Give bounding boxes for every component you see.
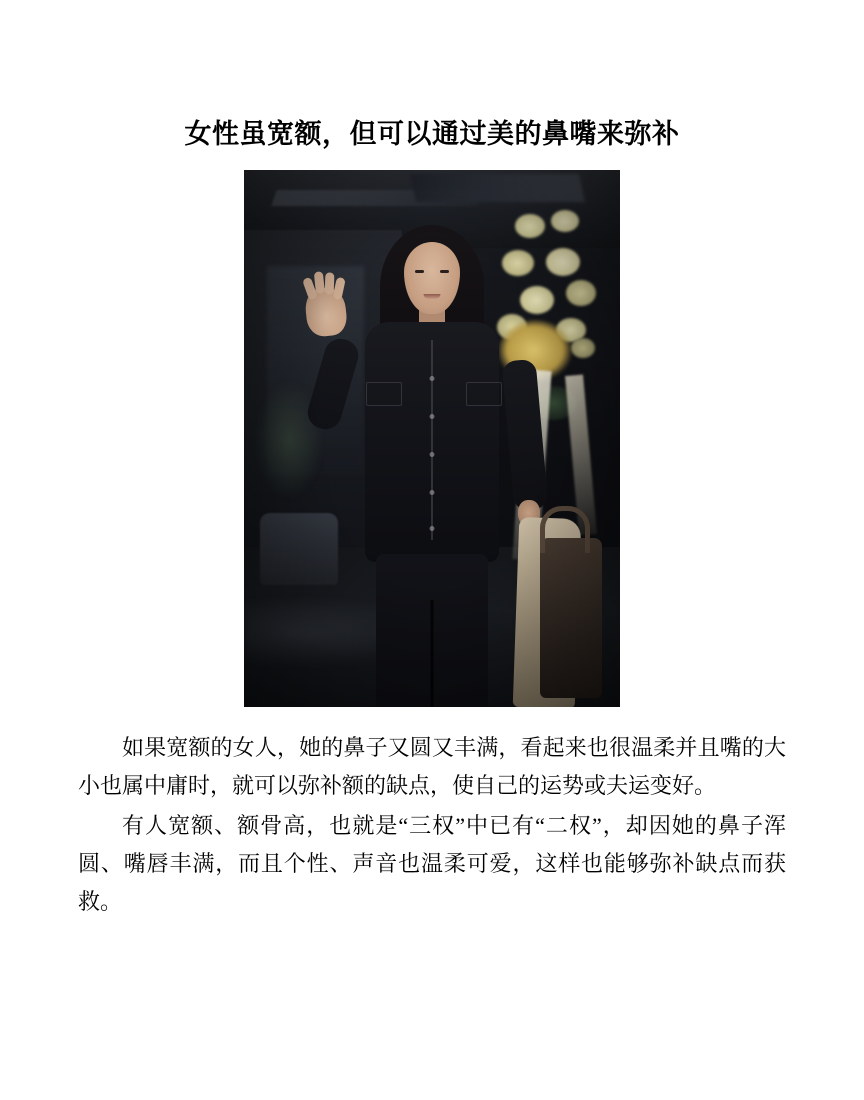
shirt-button — [430, 526, 435, 531]
flower-bloom — [571, 338, 595, 358]
flower-bloom — [502, 250, 534, 276]
paragraph-2: 有人宽额、额骨高，也就是“三权”中已有“二权”，却因她的鼻子浑圆、嘴唇丰满，而且个性、声音也温柔可爱，这样也能够弥补缺点而获救。 — [78, 813, 786, 914]
person-eye — [415, 270, 424, 273]
trouser-seam — [431, 600, 434, 707]
page-title: 女性虽宽额，但可以通过美的鼻嘴来弥补 — [184, 119, 680, 149]
shirt-button — [430, 452, 435, 457]
shirt-placket — [431, 340, 433, 540]
photo-chair — [260, 513, 338, 585]
article-photo — [244, 170, 620, 707]
person-eye — [440, 270, 449, 273]
handbag-handle — [540, 506, 590, 553]
person-mouth — [424, 294, 441, 299]
shirt-button — [430, 376, 435, 381]
shirt-pocket — [466, 382, 502, 406]
article-body — [0, 707, 864, 920]
flower-bloom — [546, 248, 580, 276]
paragraph-1: 如果宽额的女人，她的鼻子又圆又丰满，看起来也很温柔并且嘴的大小也属中庸时，就可以弥补额的缺点，使自己的运势或夫运变好。 — [78, 735, 786, 799]
shirt-button — [430, 490, 435, 495]
flower-bloom — [520, 286, 554, 314]
figure-container — [0, 170, 864, 707]
shirt-pocket — [366, 382, 402, 406]
flower-bloom — [515, 214, 545, 238]
handbag — [540, 538, 602, 698]
shirt-button — [430, 414, 435, 419]
flower-bloom — [566, 280, 596, 306]
flower-bloom — [551, 210, 579, 232]
photo-ceiling-beam — [410, 174, 585, 202]
